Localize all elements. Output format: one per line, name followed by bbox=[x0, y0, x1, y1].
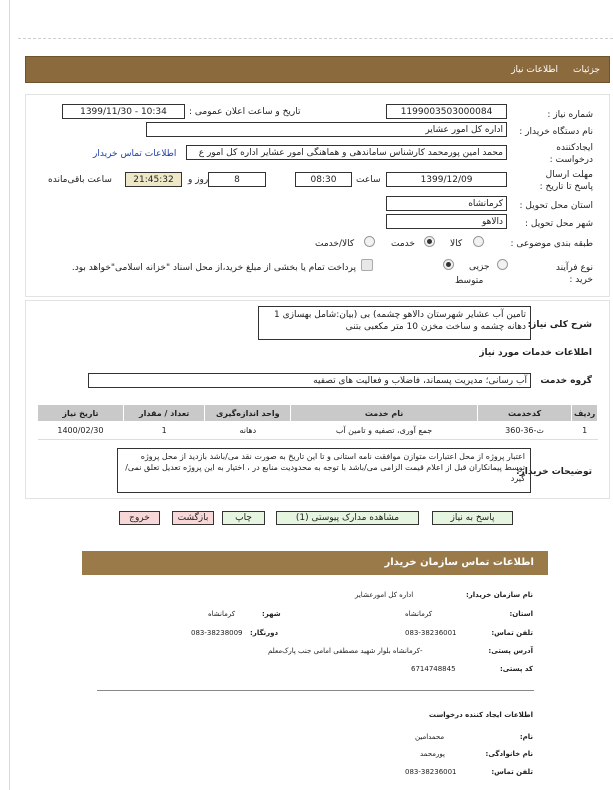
tab-need-info[interactable]: اطلاعات نیاز bbox=[511, 65, 558, 75]
announce-label: تاریخ و ساعت اعلان عمومی : bbox=[189, 107, 301, 117]
col-date: تاریخ نیاز bbox=[38, 405, 124, 422]
city-contact-value: کرمانشاه bbox=[208, 610, 236, 618]
deadline-label: مهلت ارسال پاسخ تا تاریخ : bbox=[539, 170, 593, 192]
need-number-label: شماره نیاز : bbox=[547, 110, 593, 120]
table-row bbox=[38, 422, 598, 440]
col-code: کدخدمت bbox=[477, 405, 571, 422]
services-table bbox=[37, 404, 598, 440]
col-unit: واحد اندازه‌گیری bbox=[205, 405, 291, 422]
deadline-date-field[interactable]: 1399/12/09 bbox=[386, 172, 507, 187]
remaining-label: ساعت باقی‌مانده bbox=[48, 175, 112, 185]
days-label: روز و bbox=[188, 175, 209, 185]
days-field[interactable]: 8 bbox=[208, 172, 266, 187]
details-header bbox=[25, 56, 610, 83]
buyer-field[interactable]: اداره کل امور عشایر bbox=[146, 122, 507, 137]
category-label: طبقه بندی موضوعی : bbox=[510, 239, 593, 249]
category-goods-label: کالا bbox=[450, 239, 463, 249]
process-partial-label: جزیی bbox=[469, 262, 490, 272]
creator-name-label: نام: bbox=[519, 733, 533, 741]
category-goods-service-label: کالا/خدمت bbox=[315, 239, 355, 249]
service-group-field[interactable]: آب رسانی؛ مدیریت پسماند، فاضلاب و فعالیت های تصفیه bbox=[88, 373, 531, 388]
contact-title: اطلاعات تماس سازمان خریدار bbox=[384, 557, 534, 568]
province-contact-value: کرمانشاه bbox=[405, 610, 433, 618]
buyer-contact-link[interactable]: اطلاعات تماس خریدار bbox=[93, 149, 177, 159]
payment-note: پرداخت تمام یا بخشی از مبلغ خرید،از محل اسناد "خزانه اسلامی"خواهد بود. bbox=[71, 263, 356, 273]
process-medium-radio[interactable] bbox=[443, 259, 454, 270]
cell-name: جمع آوری، تصفیه و تامین آب bbox=[291, 422, 478, 440]
city-label: شهر محل تحویل : bbox=[524, 219, 593, 229]
back-button[interactable]: بازگشت bbox=[172, 511, 214, 525]
description-label: شرح کلی نیاز: bbox=[527, 320, 592, 330]
exit-button[interactable]: خروج bbox=[119, 511, 160, 525]
creator-family-value: پورمحمد bbox=[420, 750, 445, 758]
cell-row: 1 bbox=[572, 422, 598, 440]
attachments-button[interactable]: مشاهده مدارک پیوستی (1) bbox=[276, 511, 419, 525]
print-button[interactable]: چاپ bbox=[222, 511, 265, 525]
phone-label: تلفن تماس: bbox=[491, 629, 533, 637]
announce-field[interactable]: 1399/11/30 - 10:34 bbox=[62, 104, 185, 119]
col-qty: تعداد / مقدار bbox=[123, 405, 205, 422]
remaining-time-field: 21:45:32 bbox=[125, 172, 182, 187]
tab-details[interactable]: جزئیات bbox=[573, 65, 600, 75]
cell-unit: دهانه bbox=[205, 422, 291, 440]
process-label: نوع فرآیند خرید : bbox=[555, 263, 593, 285]
deadline-time-field[interactable]: 08:30 bbox=[295, 172, 352, 187]
cell-qty: 1 bbox=[123, 422, 205, 440]
postal-value: 6714748845 bbox=[411, 665, 456, 673]
org-name-value: اداره کل امورعشایر bbox=[355, 591, 414, 599]
creator-phone-value: 083-38236001 bbox=[405, 768, 457, 776]
description-box: تامین آب عشایر شهرستان دالاهو چشمه) بی (بیان:شامل بهسازی 1 دهانه چشمه و ساخت مخزن 10 متر مکعبی بتنی bbox=[258, 306, 531, 340]
top-divider bbox=[18, 38, 613, 39]
province-contact-label: استان: bbox=[509, 610, 533, 618]
category-goods-service-radio[interactable] bbox=[364, 236, 375, 247]
creator-label: ایجادکننده درخواست : bbox=[549, 143, 593, 165]
creator-field[interactable]: محمد امین پورمحمد کارشناس ساماندهی و هماهنگی امور عشایر اداره کل امور ع bbox=[186, 145, 507, 160]
province-label: استان محل تحویل : bbox=[519, 201, 593, 211]
province-field[interactable]: کرمانشاه bbox=[386, 196, 507, 211]
address-label: آدرس پستی: bbox=[488, 647, 533, 655]
service-group-label: گروه خدمت bbox=[540, 376, 592, 386]
buyer-notes-box: اعتبار پروژه از محل اعتبارات متوازن موافقت نامه استانی و تا این تاریخ به صورت نقد می/باشد بازدید از محل پروژه توسط پیمانکاران قبل از اعلام قیمت الزامی می/باشد با توجه به محدودیت منابع در ، اختیار به این پروژه تعدیل تعلق نمی/گیرد bbox=[117, 448, 531, 493]
need-number-field[interactable]: 1199003503000084 bbox=[386, 104, 507, 119]
phone-value: 083-38236001 bbox=[405, 629, 457, 637]
cell-code: ث-36-360 bbox=[477, 422, 571, 440]
contact-header bbox=[82, 551, 548, 575]
address-value: -کرمانشاه بلوار شهید مصطفی امامی جنب پارک‌معلم bbox=[268, 647, 423, 655]
buyer-notes-label: توضیحات خریدار: bbox=[516, 467, 592, 477]
process-partial-radio[interactable] bbox=[497, 259, 508, 270]
city-field[interactable]: دالاهو bbox=[386, 214, 507, 229]
process-medium-label: متوسط bbox=[455, 276, 484, 286]
contact-divider bbox=[97, 690, 534, 691]
category-service-radio[interactable] bbox=[424, 236, 435, 247]
buyer-label: نام دستگاه خریدار : bbox=[519, 127, 593, 137]
reply-button[interactable]: پاسخ به نیاز bbox=[432, 511, 513, 525]
creator-phone-label: تلفن تماس: bbox=[491, 768, 533, 776]
time-label: ساعت bbox=[356, 175, 381, 185]
fax-label: دورنگار: bbox=[250, 629, 279, 637]
postal-label: کد پستی: bbox=[499, 665, 533, 673]
treasury-checkbox[interactable] bbox=[361, 259, 373, 271]
category-service-label: خدمت bbox=[391, 239, 415, 249]
creator-info-title: اطلاعات ایجاد کننده درخواست bbox=[428, 711, 533, 719]
services-title: اطلاعات خدمات مورد نیاز bbox=[479, 348, 592, 358]
fax-value: 083-38238009 bbox=[191, 629, 243, 637]
creator-name-value: محمدامین bbox=[415, 733, 445, 741]
city-contact-label: شهر: bbox=[262, 610, 281, 618]
cell-date: 1400/02/30 bbox=[38, 422, 124, 440]
col-name: نام خدمت bbox=[291, 405, 478, 422]
category-goods-radio[interactable] bbox=[473, 236, 484, 247]
col-row: ردیف bbox=[572, 405, 598, 422]
org-name-label: نام سازمان خریدار: bbox=[465, 591, 533, 599]
creator-family-label: نام خانوادگی: bbox=[485, 750, 533, 758]
